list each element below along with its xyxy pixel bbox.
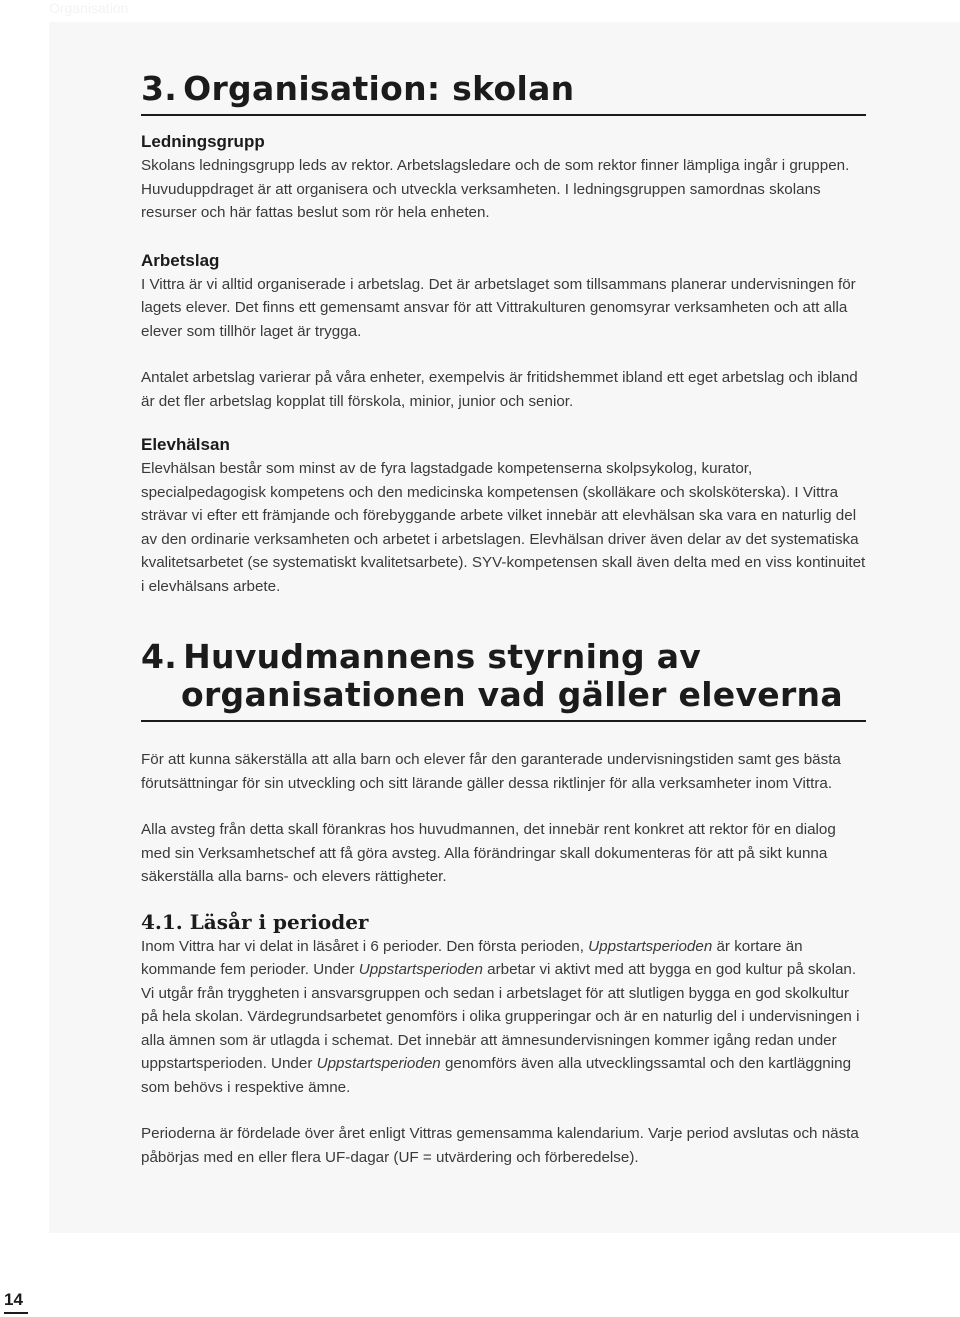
text-run: är kortare än kommande fem perioder. Under bbox=[141, 937, 803, 978]
section-3-title bbox=[141, 70, 866, 116]
text-run-italic: Uppstartsperioden bbox=[358, 961, 483, 978]
section-3-title-text: Organisation: skolan bbox=[183, 69, 575, 108]
text-run-italic: Uppstartsperioden bbox=[316, 1055, 441, 1072]
section-3-number: 3. bbox=[141, 69, 178, 108]
chapter-tab: Organisation bbox=[49, 0, 129, 16]
section-4-title-line-1: Huvudmannens styrning av bbox=[183, 637, 702, 676]
elevhalsan-text: Elevhälsan består som minst av de fyra lagstadgade kompetenserna skolpsykolog, kurator, specialpedagogisk kompetens och den medicinska kompetensen (skolläkare och skolsköterska). I Vittra strävar vi efter ett främjande och förebyggande arbete vilket innebär att elevhälsan ska vara en naturlig del av den ordinarie verksamheten och arbetet i arbetslagen. Elevhälsan driver även delar av det systematiska kvalitetsarbetet (se systematiskt kvalitetsarbete). SYV-kompetensen skall även delta med en viss kontinuitet i elevhälsans arbete. bbox=[141, 460, 866, 595]
page-number: 14 bbox=[4, 1290, 28, 1314]
ledningsgrupp-heading: Ledningsgrupp bbox=[141, 132, 265, 151]
section-4-text-1: För att kunna säkerställa att alla barn och elever får den garanterade undervisningstiden samt ges bästa förutsättningar för sin utveckling och sitt lärande gäller dessa riktlinjer för alla verksamheter inom Vittra. bbox=[141, 751, 841, 792]
ledningsgrupp-text: Skolans ledningsgrupp leds av rektor. Arbetslagsledare och de som rektor finner lämpliga ingår i gruppen. Huvuduppdraget är att organisera och utveckla verksamheten. I ledningsgruppen samordnas skolans resurser och här fattas beslut som rör hela enheten. bbox=[141, 157, 850, 221]
section-4-title bbox=[141, 638, 866, 722]
section-4-number: 4. bbox=[141, 637, 178, 676]
subsection-4-1-text-2: Perioderna är fördelade över året enligt Vittras gemensamma kalendarium. Varje period avslutas och nästa påbörjas med en eller flera UF-dagar (UF = utvärdering och förberedelse). bbox=[141, 1125, 859, 1166]
text-run: genomförs även alla utvecklingssamtal och den kartläggning som behövs i respektive ämne. bbox=[141, 1055, 852, 1096]
arbetslag-text-1: I Vittra är vi alltid organiserade i arbetslag. Det är arbetslaget som tillsammans planerar undervisningen för lagets elever. Det finns ett gemensamt ansvar för att Vittrakulturen genomsyrar verksamheten och att alla elever som tillhör laget är trygga. bbox=[141, 275, 856, 340]
arbetslag-heading: Arbetslag bbox=[141, 250, 220, 270]
elevhalsan-heading: Elevhälsan bbox=[141, 435, 230, 454]
section-4-title-line-2: organisationen vad gäller eleverna bbox=[181, 675, 843, 714]
subsection-4-1-heading: 4.1. Läsår i perioder bbox=[141, 909, 369, 934]
arbetslag-text-2: Antalet arbetslag varierar på våra enheter, exempelvis är fritidshemmet ibland ett eget arbetslag och ibland är det fler arbetslag kopplat till förskola, minior, junior och senior. bbox=[141, 369, 858, 410]
subsection-4-1-text-1 bbox=[141, 935, 866, 1100]
page-content bbox=[141, 70, 866, 1169]
text-run: arbetar vi aktivt med att bygga en god kultur på skolan. Vi utgår från tryggheten i ansvarsgruppen och sedan i arbetslaget för att slutligen bygga en god skolkultur på hela skolan. Värdegrundsarbetet genomförs i olika grupperingar och är en naturlig del i undervisningen i alla ämnen som är utlagda i schemat. Det innebär att ämnesundervisningen kommer igång redan under uppstartsperioden. Under bbox=[141, 961, 860, 1072]
text-run: Inom Vittra har vi delat in läsåret i 6 perioder. Den första perioden, bbox=[141, 937, 589, 955]
section-4-text-2: Alla avsteg från detta skall förankras hos huvudmannen, det innebär rent konkret att rektor för en dialog med sin Verksamhetschef att få göra avsteg. Alla förändringar skall dokumenteras för att på sikt kunna säkerställa alla barns- och elevers rättigheter. bbox=[141, 821, 836, 885]
text-run-italic: Uppstartsperioden bbox=[588, 937, 713, 955]
